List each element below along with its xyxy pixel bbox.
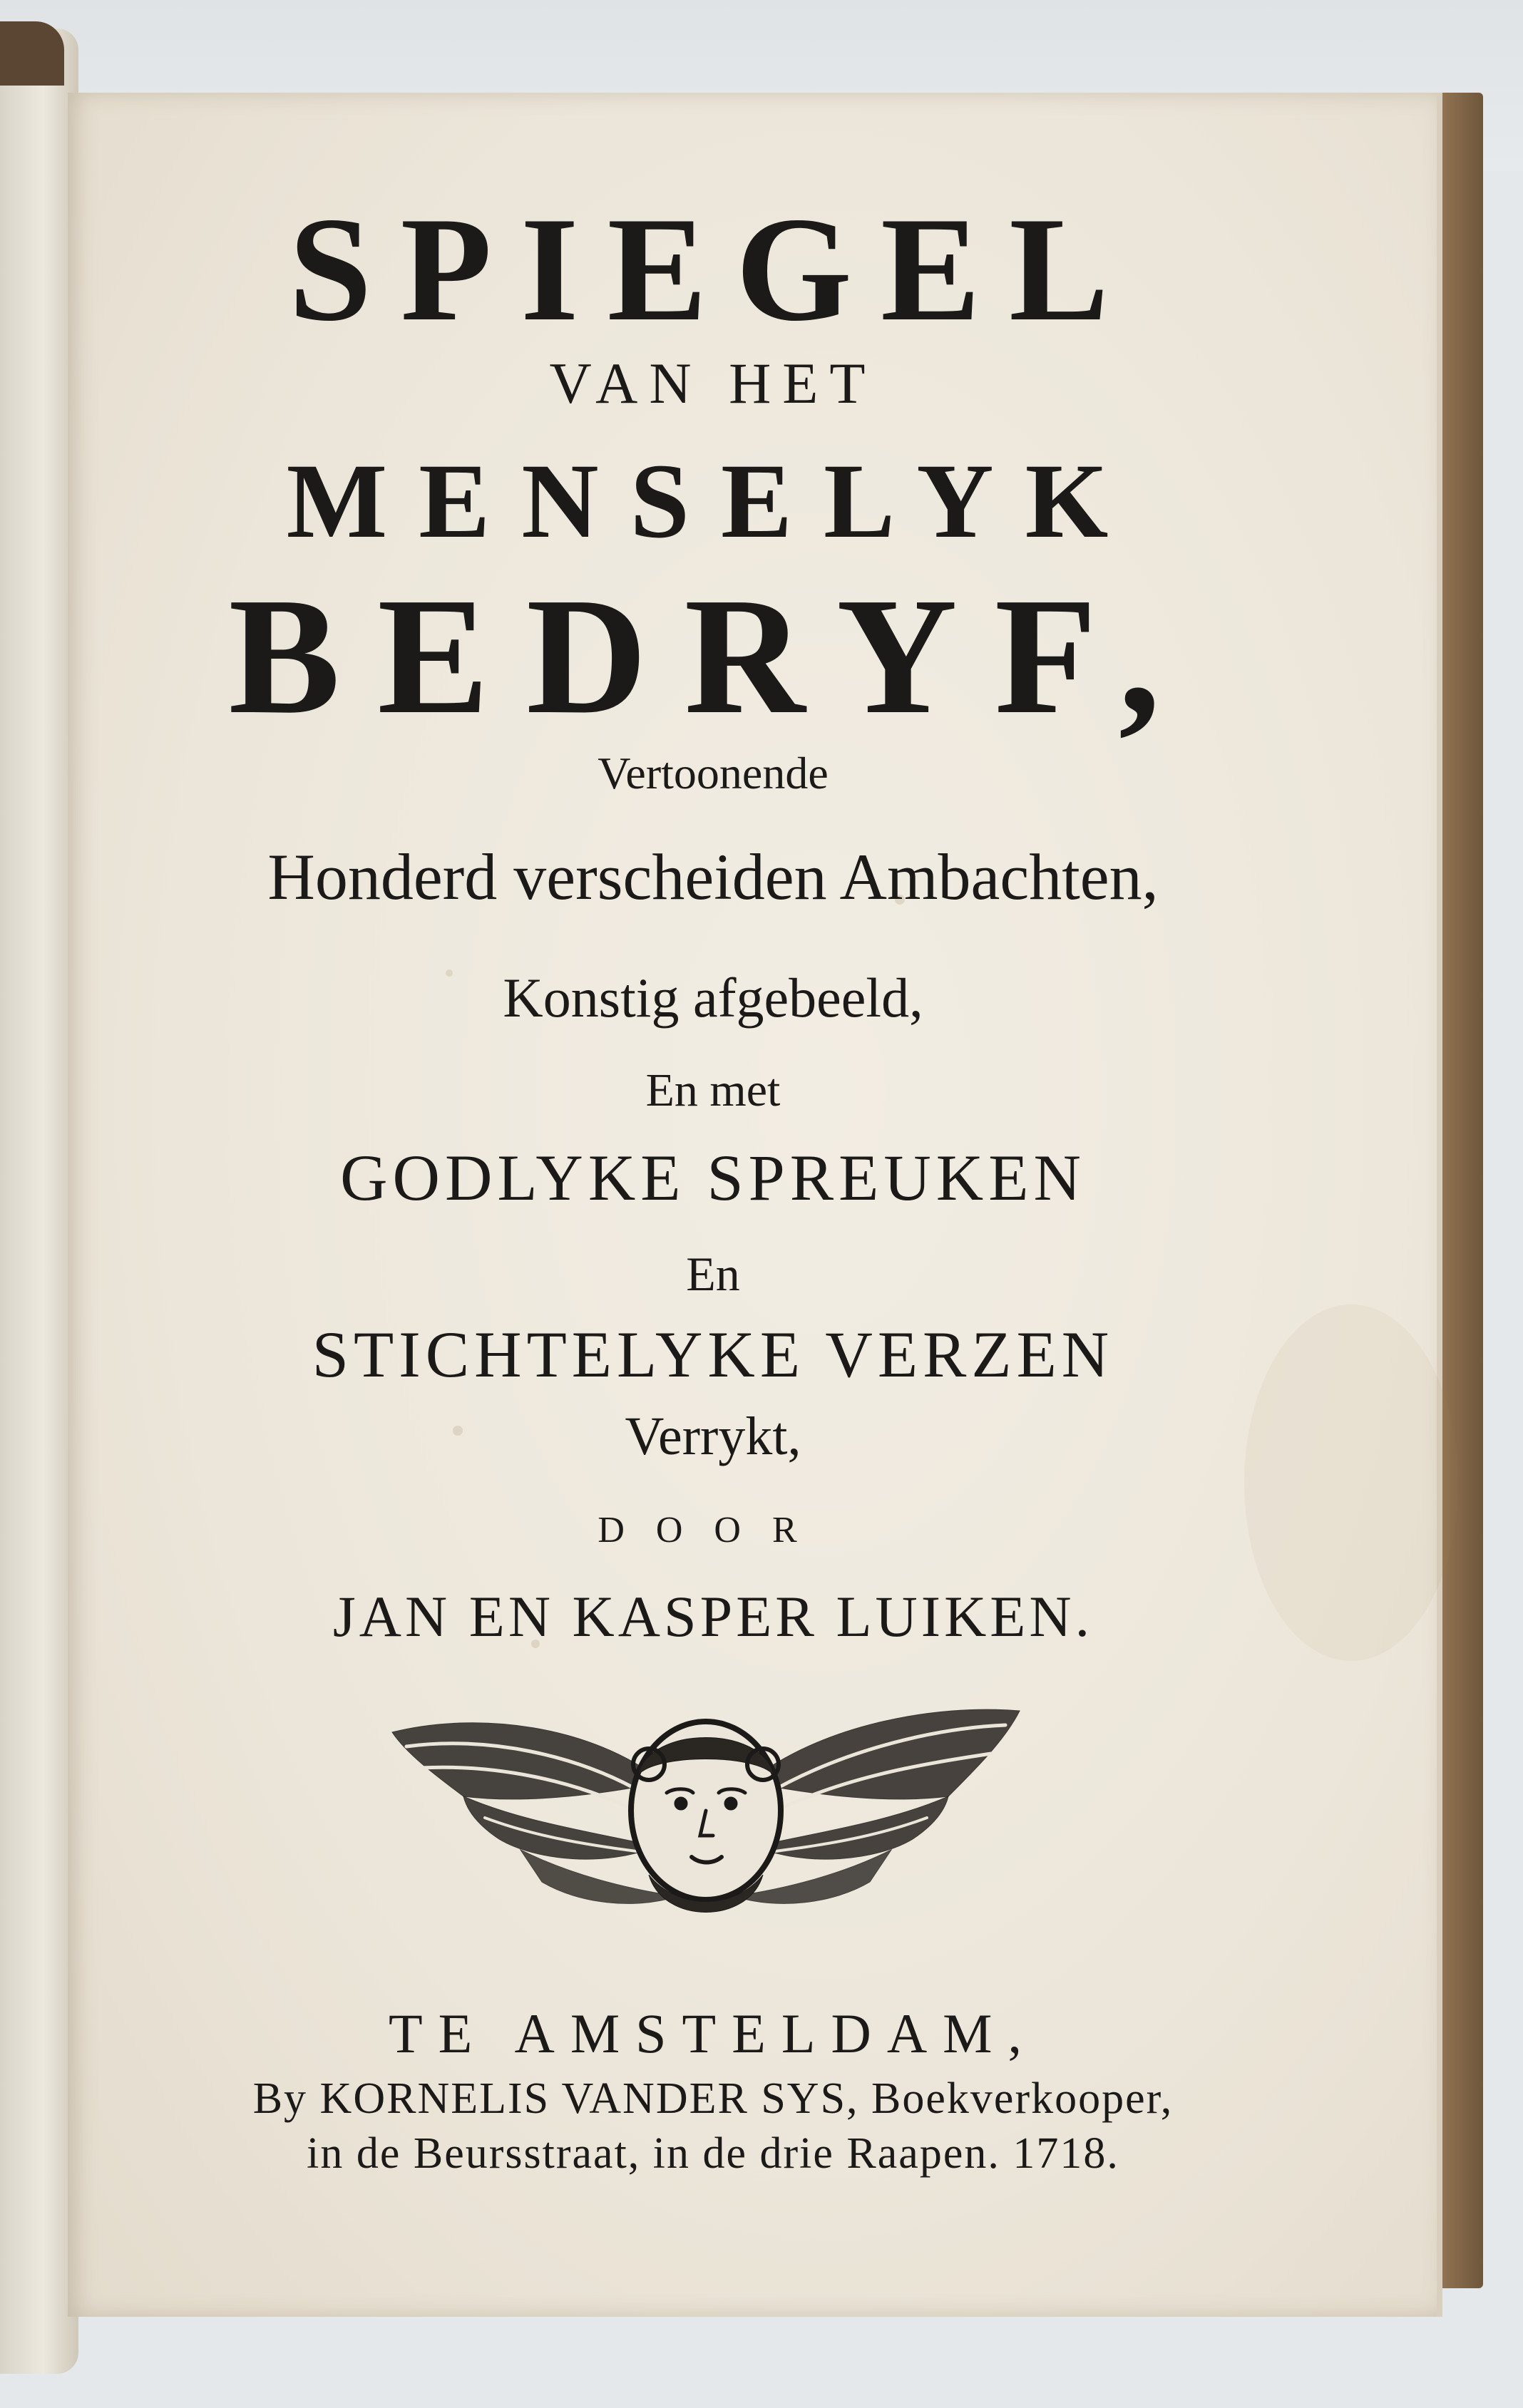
subtitle-konstig: Konstig afgebeeld, [503, 967, 923, 1029]
title-line-bedryf: BEDRYF, [228, 563, 1198, 748]
imprint-place: TE AMSTELDAM, [389, 2002, 1037, 2064]
title-line-menselyk: MENSELYK [286, 442, 1140, 560]
subtitle-honderd: Honderd verscheiden Ambachten, [267, 840, 1159, 913]
title-line-van-het: VAN HET [549, 351, 877, 416]
title-line-spiegel: SPIEGEL [288, 187, 1138, 352]
subtitle-en-met: En met [645, 1064, 781, 1116]
spine-headcap [0, 21, 64, 86]
subtitle-godlyke-spreuken: GODLYKE SPREUKEN [340, 1141, 1086, 1214]
subtitle-verrykt: Verrykt, [625, 1406, 801, 1466]
imprint-publisher: By KORNELIS VANDER SYS, Boekverkooper, [252, 2074, 1174, 2123]
subtitle-stichtelyke-verzen: STICHTELYKE VERZEN [312, 1318, 1114, 1391]
subtitle-en: En [686, 1247, 740, 1301]
imprint-address-date: in de Beursstraat, in de drie Raapen. 1718. [307, 2129, 1119, 2178]
author-names: JAN EN KASPER LUIKEN. [332, 1584, 1094, 1649]
subtitle-vertoonende: Vertoonende [598, 748, 829, 798]
byline-door: DOOR [598, 1510, 829, 1550]
winged-cherub-head-icon [378, 1697, 1034, 1953]
